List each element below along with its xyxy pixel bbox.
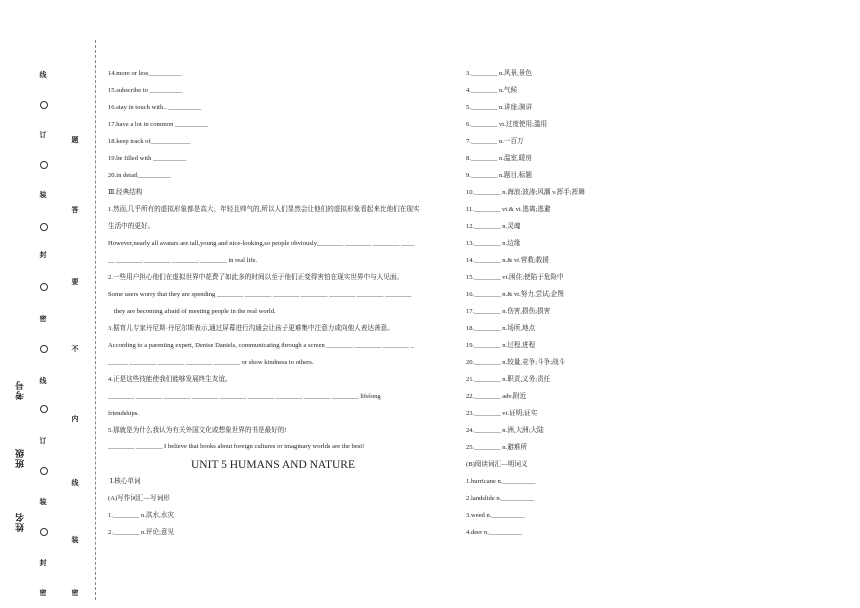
vocab-item: 14.________ n.& vt.营救;救援 xyxy=(466,257,549,264)
phrase-item: 14.more or less__________ xyxy=(108,70,182,77)
sentence-en: __ ________ ________ ________ ________ in real life. xyxy=(108,257,258,264)
binding-char: 答 xyxy=(71,206,79,214)
sentence-en: However,nearly all avatars are tall,young and nice-looking,so people obviously________ ________ ________ ____ xyxy=(108,240,415,247)
vocab-item: 23.________ vt.证明;证实 xyxy=(466,410,538,417)
sentence-en: Some users worry that they are spending ________ ________ ________ ________ ________ ________ ________ xyxy=(108,291,412,298)
sentence-en: friendships. xyxy=(108,410,139,417)
vocab-item: 16.________ n.& vt.努力,尝试;企图 xyxy=(466,291,564,298)
section-subheading: (B)阅读词汇—明词义 xyxy=(466,461,528,468)
phrase-item: 15.subscribe to __________ xyxy=(108,87,183,94)
phrase-item: 16.stay in touch with.. __________ xyxy=(108,104,202,111)
vocab-item: 12.________ n.灵魂 xyxy=(466,223,521,230)
binding-circle xyxy=(40,101,48,109)
phrase-item: 18.keep track of____________ xyxy=(108,138,191,145)
vocab-item: 3.weed n.__________ xyxy=(466,512,525,519)
vocab-item: 2.________ n.评论;意见 xyxy=(108,529,175,536)
vocab-item: 2.landslide n.__________ xyxy=(466,495,535,502)
sentence-en: According to a parenting expert, Denise Daniels, communicating through a screen ________ ________ ________ _ xyxy=(108,342,414,349)
sentence-cn: 3.据育儿专家丹尼斯·丹尼尔斯表示,通过屏幕进行沟通会让孩子更难集中注意力或向他人表达善意。 xyxy=(108,325,394,332)
binding-char: 封 xyxy=(39,251,47,259)
name-label: 姓名 xyxy=(16,512,26,532)
binding-char: 不 xyxy=(71,345,79,353)
binding-char: 密 xyxy=(71,589,79,597)
vocab-item: 4.________ n.气候 xyxy=(466,87,518,94)
unit-title: UNIT 5 HUMANS AND NATURE xyxy=(191,459,355,471)
sentence-cn: 生活中的更好。 xyxy=(108,223,155,230)
binding-margin xyxy=(0,0,100,608)
sentence-cn: 4.正是这些技能使我们能够发展终生友谊。 xyxy=(108,376,232,383)
vocab-item: 10.________ n.海浪;波涛;风潮 v.挥手;挥舞 xyxy=(466,189,585,196)
vocab-item: 3.________ n.风景,景色 xyxy=(466,70,532,77)
binding-circle xyxy=(40,528,48,536)
binding-circle xyxy=(40,467,48,475)
vocab-item: 19.________ n.过程,进程 xyxy=(466,342,536,349)
vocab-item: 18.________ n.场所,地点 xyxy=(466,325,536,332)
binding-char: 线 xyxy=(71,479,79,487)
vocab-item: 11.________ vt.& vi.逃离;逃避 xyxy=(466,206,551,213)
vocab-item: 9.________ n.题目,标题 xyxy=(466,172,532,179)
binding-cut-line xyxy=(95,40,96,600)
sentence-cn: 5.那就是为什么我认为有关外国文化或想象世界的书是最好的! xyxy=(108,427,287,434)
binding-char: 线 xyxy=(39,71,47,79)
vocab-item: 21.________ n.职责,义务;责任 xyxy=(466,376,551,383)
binding-char: 线 xyxy=(39,377,47,385)
binding-char: 装 xyxy=(39,191,47,199)
section-subheading: (A)写作词汇—写词形 xyxy=(108,495,170,502)
binding-circle xyxy=(40,345,48,353)
vocab-item: 8.________ n.温室,暖房 xyxy=(466,155,532,162)
sentence-en: they are becoming afraid of meeting people in the real world. xyxy=(114,308,276,315)
sentence-cn: 2.一些用户担心他们在虚拟世界中花费了如此多的时间以至于他们正变得害怕在现实世界中与人见面。 xyxy=(108,274,404,281)
vocab-item: 5.________ n.讲座;演讲 xyxy=(466,104,533,111)
binding-char: 题 xyxy=(71,136,79,144)
vocab-item: 20.________ n.较量,竞争;斗争;战斗 xyxy=(466,359,566,366)
phrase-item: 20.in detail__________ xyxy=(108,172,171,179)
section-heading: Ⅲ.经典结构 xyxy=(108,189,143,196)
vocab-item: 1.________ n.洪水,水灾 xyxy=(108,512,174,519)
sentence-en: ________ ________ ________ ________ ________ ________ ________ ________ ________ lifelong xyxy=(108,393,381,400)
binding-char: 订 xyxy=(39,437,47,445)
binding-char: 装 xyxy=(39,498,47,506)
binding-char: 密 xyxy=(39,315,47,323)
vocab-item: 25.________ n.避难所 xyxy=(466,444,527,451)
phrase-item: 19.be filled with __________ xyxy=(108,155,187,162)
binding-char: 订 xyxy=(39,131,47,139)
binding-circle xyxy=(40,223,48,231)
binding-circle xyxy=(40,405,48,413)
vocab-item: 22.________ adv.附近 xyxy=(466,393,527,400)
class-label: 班级 xyxy=(16,448,26,468)
vocab-item: 7.________ n.一百万 xyxy=(466,138,524,145)
vocab-item: 6.________ vt.过度使用;滥用 xyxy=(466,121,548,128)
vocab-item: 15.________ vt.困住;使陷于危险中 xyxy=(466,274,564,281)
phrase-item: 17.have a lot in common __________ xyxy=(108,121,208,128)
vocab-item: 13.________ n.边缘 xyxy=(466,240,521,247)
vocab-item: 1.hurricane n.__________ xyxy=(466,478,536,485)
sentence-en: ________ ________ I believe that books about foreign cultures or imaginary worlds are the best! xyxy=(108,443,365,450)
binding-char: 内 xyxy=(71,415,79,423)
vocab-item: 4.deer n.__________ xyxy=(466,529,522,536)
binding-char: 密 xyxy=(39,589,47,597)
section-heading: Ⅰ.核心单词 xyxy=(110,478,141,485)
vocab-item: 17.________ n.伤害,损伤;损害 xyxy=(466,308,551,315)
sentence-en: ______ ________ ________ ________ ________ or show kindness to others. xyxy=(108,359,314,366)
sentence-cn: 1.然而,几乎所有的虚拟形象都是高大、年轻且帅气的,所以人们显然会让他们的虚拟形象看起来比他们在现实 xyxy=(108,206,420,213)
binding-circle xyxy=(40,161,48,169)
binding-char: 装 xyxy=(71,536,79,544)
binding-circle xyxy=(40,283,48,291)
exam-number-label: 考号 xyxy=(16,380,26,400)
binding-char: 要 xyxy=(71,278,79,286)
binding-char: 封 xyxy=(39,559,47,567)
vocab-item: 24.________ n.洲,大洲;大陆 xyxy=(466,427,544,434)
